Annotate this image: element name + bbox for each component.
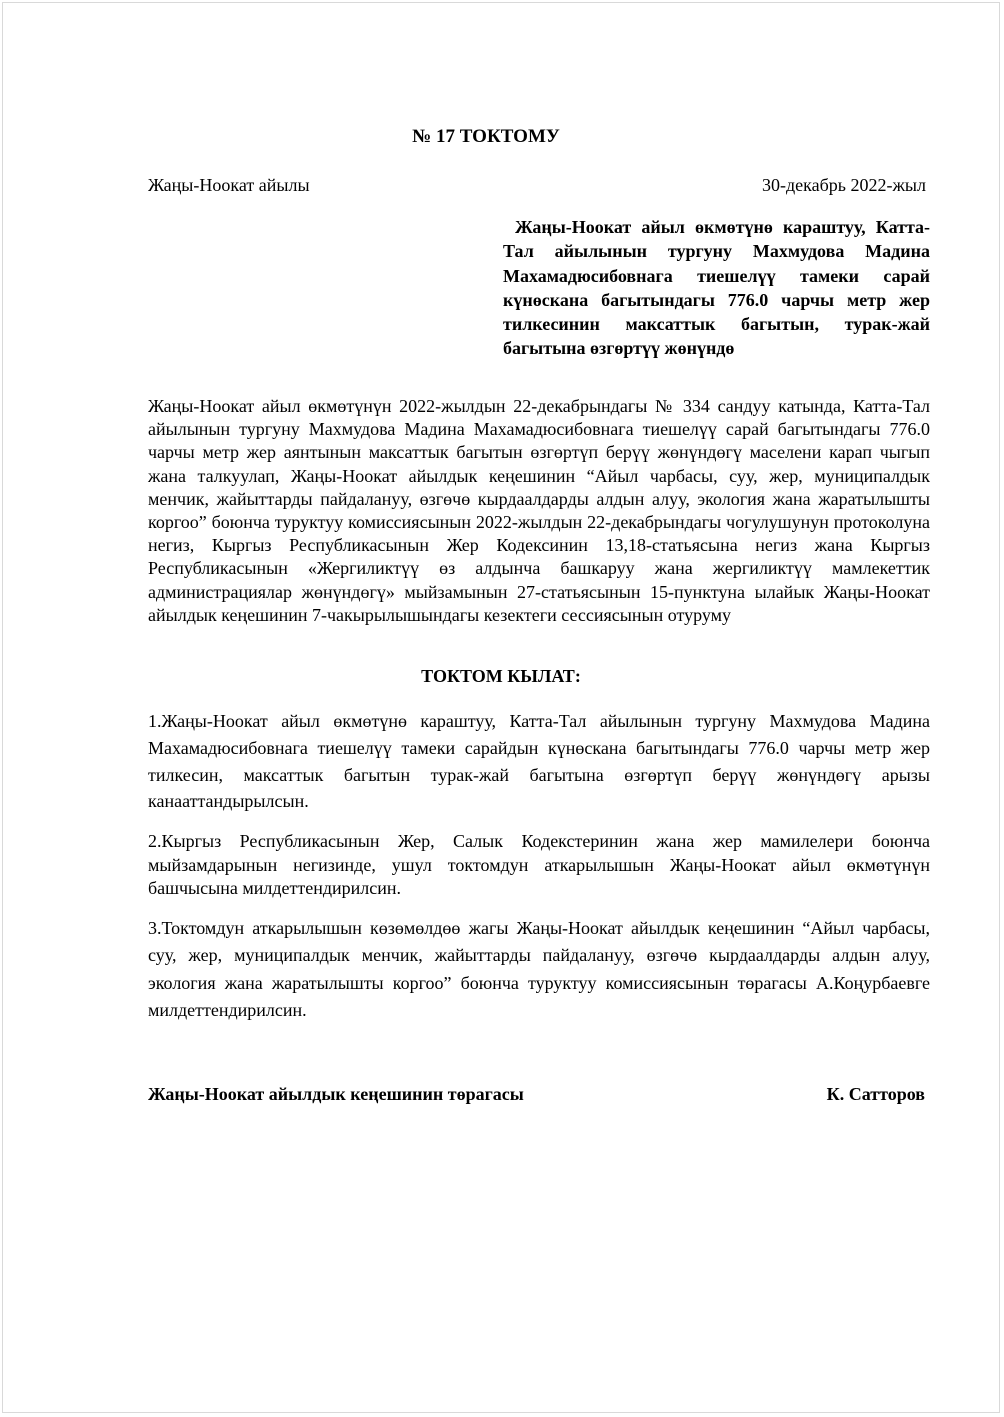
document-title: [3, 125, 999, 149]
resolves-heading: ТОКТОМ КЫЛАТ:: [421, 666, 581, 686]
document-preamble: Жаңы-Ноокат айыл өкмөтүнүн 2022-жылдын 22-декабрындагы № 334 сандуу катында, Катта-Тал айылынын тургуну Махмудова Мадина Махамадюсибовнага тиешелүү сарай багытындагы 776.0 чарчы метр жер аянтынын максаттык багытын өзгөртүп берүү жөнүндөгү маселени карап чыгып жана талкуулап, Жаңы-Ноокат айылдык кеңешинин “Айыл чарбасы, суу, жер, муниципалдык менчик, жайыттарды пайдалануу, өзгөчө кырдаалдарды алдын алуу, экология жана жаратылышты коргоо” боюнча туруктуу комиссиясынын 2022-жылдын 22-декабрындагы чогулушунун протоколуна негиз, Кыргыз Республикасынын Жер Кодексинин 13,18-статьясына негиз жана Кыргыз Республикасынын «Жергиликтүү өз алдынча башкаруу жана жергиликтүү мамлекеттик администрациялар жөнүндөгү» мыйзамынын 27-статьясынын 15-пунктуна ылайык Жаңы-Ноокат айылдык кеңешинин 7-чакырылышындагы кезектеги сессиясынын отуруму: [148, 396, 930, 625]
resolution-item-3: 3.Токтомдун аткарылышын көзөмөлдөө жагы Жаңы-Ноокат айылдык кеңешинин “Айыл чарбасы, суу, жер, муниципалдык менчик, жайыттарды пайдалануу, өзгөчө кырдаалдарды алдын алуу, экология жана жаратылышты коргоо” боюнча туруктуу комиссиясынын төрагасы А.Коңурбаевге милдеттендирилсин.: [148, 918, 930, 1020]
document-place: Жаңы-Ноокат айылы: [148, 175, 310, 195]
document-title-text: № 17 ТОКТОМУ: [412, 126, 560, 147]
document-date: 30-декабрь 2022-жыл: [762, 175, 926, 195]
document-subject: Жаңы-Ноокат айыл өкмөтүнө караштуу, Катта-Тал айылынын тургуну Махмудова Мадина Махамадюсибовнага тиешелүү тамеки сарай күнөскана багытындагы 776.0 чарчы метр жер тилкесинин максаттык багытын, турак-жай багытына өзгөртүү жөнүндө: [503, 217, 930, 359]
resolution-item-2: 2.Кыргыз Республикасынын Жер, Салык Кодекстеринин жана жер мамилелери боюнча мыйзамдарынын негизинде, ушул токтомдун аткарылышын Жаңы-Ноокат айыл өкмөтүнүн башчысына милдеттендирилсин.: [148, 831, 930, 898]
resolution-item-1: 1.Жаңы-Ноокат айыл өкмөтүнө караштуу, Катта-Тал айылынын тургуну Махмудова Мадина Махамадюсибовнага тиешелүү тамеки сарайдын күнөскана багытындагы 776.0 чарчы метр жер тилкесин, максаттык багытын турак-жай багытына өзгөртүп берүү жөнүндөгү арызы канааттандырылсын.: [148, 711, 930, 812]
signature-position: Жаңы-Ноокат айылдык кеңешинин төрагасы: [148, 1084, 524, 1104]
signature-name: К. Сатторов: [826, 1084, 925, 1104]
document-page: [2, 2, 1000, 1413]
